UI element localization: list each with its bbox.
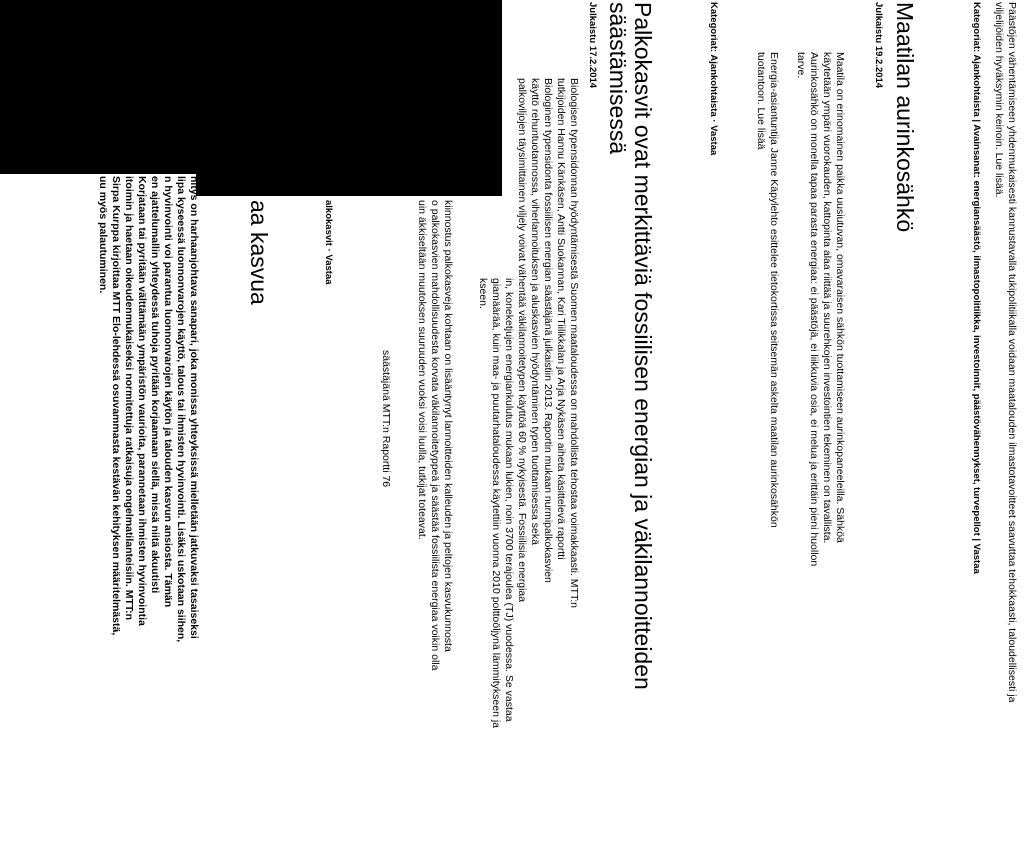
text-line: o palkokasvien mahdollisuudesta korvata väkilannoitetyppeä ja säästää fossiilista energiaa voikin olla bbox=[429, 200, 441, 671]
text-line: kseen. bbox=[477, 278, 489, 309]
article1-paragraph1 bbox=[794, 52, 846, 566]
text-line: giamäärää, kuin maa- ja puutarhataloudessa käytettiin vuonna 2010 polttoöljynä lämmitykseen ja bbox=[490, 278, 502, 729]
text-line: tuotantoon. Lue lisää bbox=[755, 52, 767, 150]
text-line: itoimin ja haetaan oikeudenmukaiseksi normitettuja ratkaisuja ongelmatilanteisiin. MTT:n bbox=[123, 176, 135, 621]
text-line: palkoviljojen täysimittainen viljely voivat vähentää väkilannoitetypen käyttöä 60 % nykyisestä. Fossiilisia energiaa bbox=[516, 78, 528, 603]
text-line: in, koneketjujen energiankulutus mukaan lukien, noin 3700 terajoulea (TJ) vuodessa. Se vastaa bbox=[503, 278, 515, 722]
article2-paragraph2 bbox=[415, 200, 454, 670]
text-line: tarve. bbox=[795, 52, 807, 79]
text-line: Korjataan tai pyritään välttämään ympäristön vaurioita, parannetaan ihmisten hyvinvointia bbox=[136, 176, 148, 626]
article2-title-line1: Palkokasvit ovat merkittäviä fossiilisen energian ja väkilannoitteiden bbox=[630, 2, 656, 690]
text-line: käyttö rehuntuotannossa, viherlannoituksen ja aluskasvien hyödyntäminen typen tuottamisessa sekä bbox=[529, 78, 541, 545]
black-redaction-block-1 bbox=[456, 0, 502, 196]
text-line: käytetään ympäri vuorokauden, kattopinta alaa riittää ja suurehkojen investointien tekeminen on tavallista. bbox=[821, 52, 833, 544]
text-line: Biologisen typensidonnan hyödyntämisestä Suomen maataloudessa on mahdollista tehostaa voimakkaasti. MTT:n bbox=[568, 78, 580, 608]
text-line: uin äkkiseltään muutoksen suuruuden vuoksi voisi luulla, tutkijat toteavat. bbox=[416, 200, 428, 540]
intro-categories: Kategoriat: Ajankohtaista | Avainsanat: energiansäästö, ilmastopolitiikka, investoinnit, päästövähennykset, turvepellot | Vastaa bbox=[971, 2, 982, 574]
article3-paragraph bbox=[96, 176, 200, 642]
intro-line-2: viljelijöiden hyväksymin keinoin. Lue lisää. bbox=[993, 2, 1005, 198]
text-line: kiinnostus palkokasveja kohtaan on lisääntynyt lannoitteiden kalleuden ja peltojen kasvukunnosta bbox=[442, 200, 454, 652]
text-line: hitys on harhaanjohtava sanapari, joka monissa yhteyksissä mielletään jatkuvaksi tasaiseksi bbox=[188, 176, 200, 639]
article2-title-line2: säästämisessä bbox=[605, 2, 631, 155]
text-line: Energia-asiantuntija Janne Käpylehto esittelee tietokortissa seitsemän askelta maatilan aurinkosähkön bbox=[768, 52, 780, 528]
text-line: en ajattelumallin yhteydessä tuhoja pyritään korjaamaan siellä, missä niitä akuutisti bbox=[149, 176, 161, 594]
text-line: Maatila on erinomainen paikka uusiutuvan, omavaraisen sähkön tuottamiseen aurinkopaneeleilla. Sähköä bbox=[834, 52, 846, 543]
article3-title: aa kasvua bbox=[246, 200, 272, 305]
black-redaction-block-3 bbox=[0, 0, 198, 174]
text-line: uu myös palautuminen. bbox=[97, 176, 109, 294]
article2-categories: Kategoriat: Ajankohtaista · Vastaa bbox=[708, 2, 719, 156]
text-line: lipa kyseessä luonnonvarojen käyttö, talous tai ihmisten hyvinvointi. Lisäksi uskotaan siihen, bbox=[175, 176, 187, 643]
text-line: Sirpa Kurppa kirjoittaa MTT Elo-lehdessä osuvammasta kestävän kehityksen määritelmästä, bbox=[110, 176, 122, 636]
article1-title: Maatilan aurinkosähkö bbox=[892, 2, 918, 233]
article2-date: Julkaistu 17.2.2014 bbox=[587, 2, 598, 89]
article1-paragraph2 bbox=[754, 52, 780, 528]
intro-line-1: Päästöjen vähentämiseen yhdenmukaisesti kannustavalla tukipolitiikalla voidaan maatalouden ilmastotavoitteet saavuttaa tehokkaasti, taloudellisesti ja bbox=[1006, 2, 1018, 703]
text-line: Biologinen typensidonta fossiilisen energian säästäjänä julkaistiin 2013. Raportin mukaan nurmipalkokasvien bbox=[542, 78, 554, 583]
text-line: n hyvinvointi voi parantua luonnonvarojen käytön ja talouden kasvun ansiosta. Tämän bbox=[162, 176, 174, 608]
text-line: Aurinkosähkö on monella tapaa parasta energiaa: ei päästöjä, ei liikkuvia osia, ei melua ja erittäin pieni huollon bbox=[808, 52, 820, 567]
article2-reference: säästäjänä MTT:n Raportti 76 bbox=[380, 350, 392, 488]
article1-date: Julkaistu 19.2.2014 bbox=[873, 2, 884, 89]
black-redaction-block-2 bbox=[196, 0, 456, 196]
text-line: tutkijoiden Hannu Känkäsen, Antti Suokannan, Kari Tiilikkalan ja Arja Nykäsen aiheta käsittelevä raportti bbox=[555, 78, 567, 560]
article3-categories: alkokasvit · Vastaa bbox=[323, 200, 334, 285]
